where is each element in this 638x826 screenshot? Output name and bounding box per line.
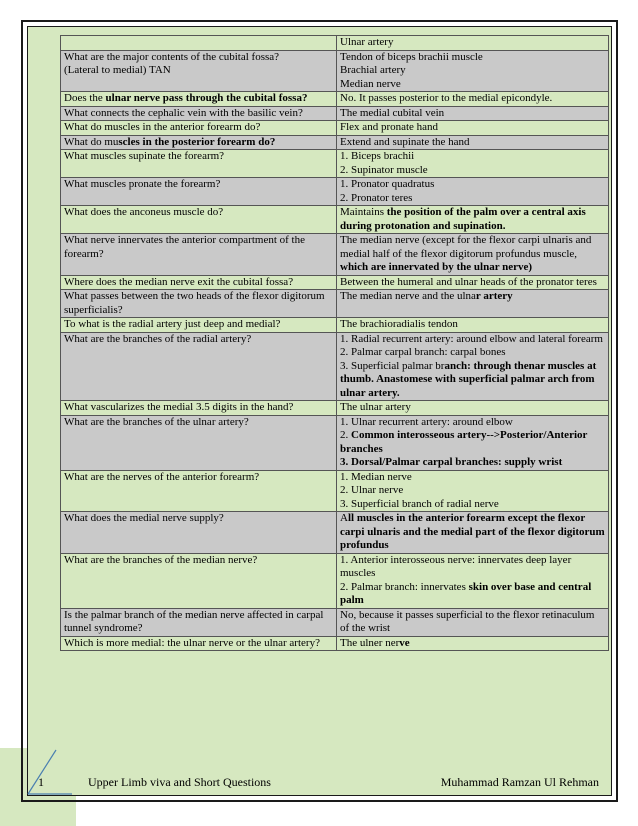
text-run: skin over base and central palm [340,580,592,606]
text-run: A [340,512,348,524]
question-cell-line [64,64,333,78]
answer-cell [337,512,609,554]
table-row [61,135,609,150]
answer-cell-line [340,416,605,430]
answer-cell [337,178,609,206]
table-row [61,553,609,608]
answer-cell-line [340,637,605,651]
text-run: 1. Radial recurrent artery: around elbow and lateral forearm [340,332,603,345]
qa-table-body [61,36,609,651]
answer-cell-line [340,609,605,636]
question-cell [61,636,337,651]
text-run: 3. Superficial palmar br [340,359,445,372]
answer-cell [337,92,609,107]
text-run: What connects the cephalic vein with the basilic vein? [64,106,303,119]
answer-cell-line [340,92,605,106]
table-row [61,121,609,136]
question-cell [61,178,337,206]
answer-cell-line [340,290,605,304]
text-run: scles in the posterior forearm do? [118,135,276,148]
text-run: anch: through thenar muscles at thumb. Anastomese with superficial palmar arch from ulnar artery. [340,359,597,399]
table-row [61,234,609,276]
question-cell-line [64,276,333,290]
text-run: 1. Median nerve [340,470,412,483]
question-cell [61,150,337,178]
question-cell-line [64,333,333,347]
answer-cell-line [340,498,605,512]
question-cell [61,290,337,318]
answer-cell-line [340,107,605,121]
answer-cell-line [340,512,605,553]
question-cell-line [64,234,333,261]
text-run: No. It passes posterior to the medial epicondyle. [340,92,553,104]
question-cell-line [64,150,333,164]
question-cell-line [64,121,333,135]
question-cell-line [64,401,333,415]
text-run: Which is more medial: the ulnar nerve or the ulnar artery? [64,636,320,649]
question-cell [61,50,337,92]
answer-cell [337,150,609,178]
text-run: Ulnar artery [340,36,394,48]
question-cell [61,553,337,608]
answer-cell-line [340,206,605,233]
answer-cell-line [340,346,605,360]
answer-cell [337,608,609,636]
question-cell-line [64,51,333,65]
footer-title: Upper Limb viva and Short Questions [88,775,271,789]
table-row [61,318,609,333]
text-run: What are the major contents of the cubital fossa? [64,50,280,63]
question-cell [61,121,337,136]
answer-cell [337,234,609,276]
text-run: 2. Pronator teres [340,191,413,204]
table-row [61,401,609,416]
question-cell [61,470,337,512]
text-run: What muscles pronate the forearm? [64,178,221,190]
answer-cell-line [340,234,605,275]
question-cell-line [64,554,333,568]
question-cell-line [64,178,333,192]
answer-cell-line [340,78,605,92]
question-cell-line [64,136,333,150]
answer-cell-line [340,471,605,485]
text-run: The ulner ner [340,636,400,649]
table-row [61,206,609,234]
question-cell-line [64,290,333,317]
answer-cell-line [340,554,605,581]
text-run: What are the branches of the median nerve? [64,553,258,566]
text-run: What are the branches of the ulnar artery? [64,415,249,428]
text-run: ulnar nerve pass through the cubital fossa? [105,92,308,104]
answer-cell-line [340,360,605,401]
text-run: What vascularizes the medial 3.5 digits in the hand? [64,401,294,413]
table-row [61,290,609,318]
text-run: What are the nerves of the anterior forearm? [64,470,260,483]
answer-cell-line [340,178,605,192]
text-run: 2. Palmar carpal branch: carpal bones [340,346,506,358]
question-cell-line [64,471,333,485]
answer-cell [337,415,609,470]
answer-cell [337,121,609,136]
answer-cell-line [340,51,605,65]
text-run: To what is the radial artery just deep and medial? [64,318,281,330]
question-cell [61,401,337,416]
table-row [61,50,609,92]
answer-cell [337,553,609,608]
text-run: Where does the median nerve exit the cubital fossa? [64,275,294,288]
text-run: Is the palmar branch of the median nerve affected in carpal tunnel syndrome? [64,608,324,634]
question-cell [61,106,337,121]
answer-cell-line [340,121,605,135]
text-run: Does the [64,92,106,104]
text-run: (Lateral to medial) TAN [64,64,171,76]
answer-cell [337,636,609,651]
question-cell [61,206,337,234]
text-run: Between the humeral and ulnar heads of the pronator teres [340,275,597,288]
answer-cell [337,50,609,92]
answer-cell-line [340,64,605,78]
page-footer [28,770,611,794]
table-row [61,150,609,178]
question-cell [61,275,337,290]
question-cell [61,415,337,470]
question-cell-line [64,609,333,636]
question-cell-line [64,416,333,430]
question-cell-line [64,206,333,220]
text-run: 2. [340,429,351,441]
answer-cell-line [340,150,605,164]
question-cell [61,92,337,107]
question-cell [61,608,337,636]
page-number: 1 [38,775,44,789]
answer-cell-line [340,429,605,456]
answer-cell-line [340,164,605,178]
table-row [61,415,609,470]
table-row [61,275,609,290]
answer-cell-line [340,484,605,498]
text-run: What are the branches of the radial artery? [64,332,252,345]
text-run: ve [399,636,410,649]
answer-cell-line [340,36,605,50]
text-run: No, because it passes superficial to the flexor retinaculum of the wrist [340,608,595,634]
question-cell-line [64,318,333,332]
qa-table [60,35,609,651]
text-run: 1. Biceps brachii [340,150,415,162]
answer-cell [337,470,609,512]
text-run: The median nerve and the ulna [340,290,476,302]
text-run: Tendon of biceps brachii muscle [340,50,483,63]
answer-cell [337,206,609,234]
question-cell-line [64,107,333,121]
text-run: Median nerve [340,77,401,90]
text-run: which are innervated by the ulnar nerve) [340,261,533,273]
text-run: What does the medial nerve supply? [64,512,224,524]
text-run: 3. Superficial branch of radial nerve [340,497,499,510]
table-row [61,636,609,651]
answer-cell [337,275,609,290]
answer-cell-line [340,276,605,290]
answer-cell [337,106,609,121]
answer-cell-line [340,333,605,347]
text-run: 1. Anterior interosseous nerve: innervates deep layer muscles [340,553,572,579]
text-run: 2. Palmar branch: innervates [340,580,469,593]
answer-cell [337,318,609,333]
text-run: What do muscles in the anterior forearm do? [64,121,261,133]
text-run: 1. Pronator quadratus [340,178,435,190]
answer-cell-line [340,401,605,415]
text-run: Common interosseous artery-->Posterior/Anterior branches [340,429,588,455]
question-cell [61,512,337,554]
text-run: The ulnar artery [340,401,411,413]
table-row [61,512,609,554]
question-cell [61,36,337,51]
text-run: The median nerve (except for the flexor carpi ulnaris and medial half of the flexor digitorum profundus muscle, [340,234,592,260]
answer-cell [337,135,609,150]
text-run: the position of the palm over a central axis during protonation and supination. [340,206,586,232]
text-run: Extend and supinate the hand [340,135,470,148]
text-run: r artery [475,290,513,302]
answer-cell [337,36,609,51]
table-row [61,92,609,107]
answer-cell [337,290,609,318]
text-run: Maintains [340,206,387,218]
question-cell-line [64,637,333,651]
table-row [61,608,609,636]
text-run: 2. Supinator muscle [340,163,428,176]
question-cell-line [64,512,333,526]
table-row [61,106,609,121]
text-run: ll muscles in the anterior forearm except the flexor carpi ulnaris and the medial part of the flexor digitorum profundus [340,512,605,551]
question-cell [61,332,337,401]
answer-cell [337,401,609,416]
text-run: The brachioradialis tendon [340,318,458,330]
text-run: What nerve innervates the anterior compartment of the forearm? [64,234,305,260]
question-cell [61,135,337,150]
text-run: 3. Dorsal/Palmar carpal branches: supply wrist [340,456,563,468]
answer-cell [337,332,609,401]
question-cell [61,234,337,276]
text-run: What do mu [64,135,119,148]
answer-cell-line [340,318,605,332]
answer-cell-line [340,581,605,608]
text-run: What muscles supinate the forearm? [64,150,225,162]
answer-cell-line [340,456,605,470]
table-row [61,178,609,206]
footer-author: Muhammad Ramzan Ul Rehman [440,775,599,789]
text-run: Brachial artery [340,64,406,76]
answer-cell-line [340,192,605,206]
answer-cell-line [340,136,605,150]
table-row [61,36,609,51]
table-row [61,470,609,512]
text-run: 1. Ulnar recurrent artery: around elbow [340,415,513,428]
text-run: Flex and pronate hand [340,121,439,133]
question-cell-line [64,92,333,106]
text-run: The medial cubital vein [340,106,445,119]
text-run: What passes between the two heads of the flexor digitorum superficialis? [64,290,325,316]
text-run: 2. Ulnar nerve [340,484,404,496]
table-row [61,332,609,401]
text-run: What does the anconeus muscle do? [64,206,224,218]
question-cell [61,318,337,333]
